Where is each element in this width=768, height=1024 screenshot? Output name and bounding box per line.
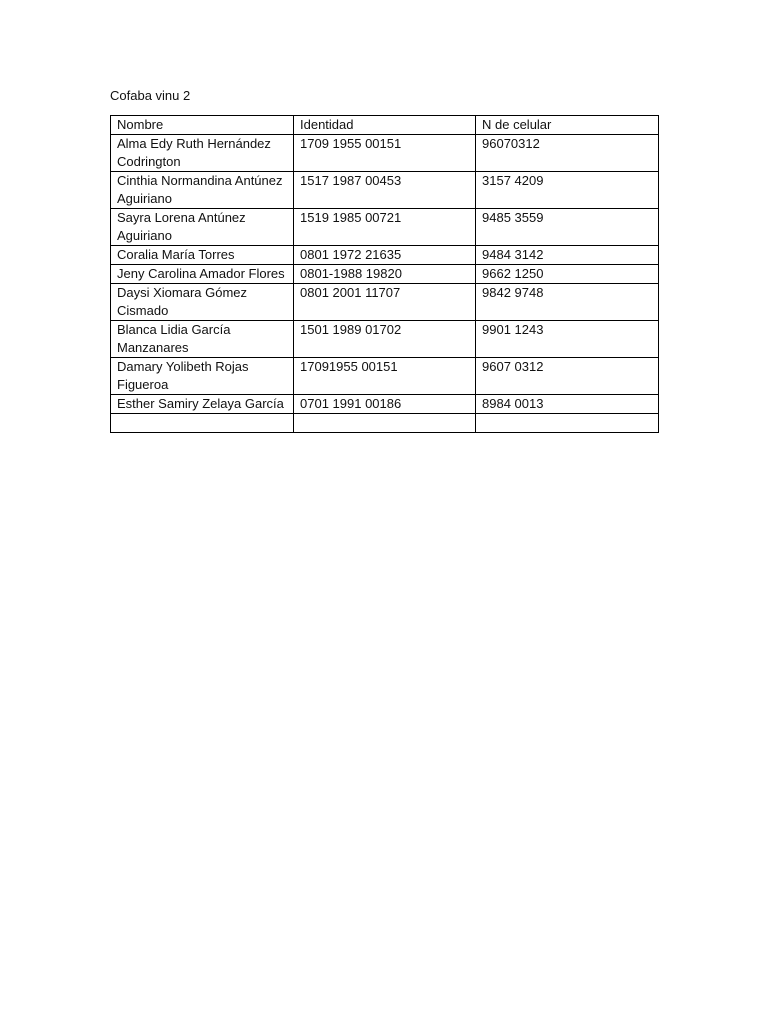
cell-identidad: 1709 1955 00151 <box>294 135 476 172</box>
table-row <box>111 209 659 246</box>
cell-identidad <box>294 414 476 433</box>
cell-identidad: 1519 1985 00721 <box>294 209 476 246</box>
cell-celular: 9662 1250 <box>476 265 659 284</box>
cell-nombre: Coralia María Torres <box>111 246 294 265</box>
cell-nombre: Cinthia Normandina Antúnez Aguiriano <box>111 172 294 209</box>
empty-table-row <box>111 414 659 433</box>
cell-celular: 9607 0312 <box>476 358 659 395</box>
cell-identidad: 0801 2001 11707 <box>294 284 476 321</box>
header-celular: N de celular <box>476 116 659 135</box>
cell-nombre: Esther Samiry Zelaya García <box>111 395 294 414</box>
table-row <box>111 358 659 395</box>
cell-celular: 9484 3142 <box>476 246 659 265</box>
cell-nombre: Daysi Xiomara Gómez Cismado <box>111 284 294 321</box>
cell-celular: 3157 4209 <box>476 172 659 209</box>
cell-nombre: Alma Edy Ruth Hernández Codrington <box>111 135 294 172</box>
cell-nombre: Sayra Lorena Antúnez Aguiriano <box>111 209 294 246</box>
document-title: Cofaba vinu 2 <box>110 88 191 103</box>
table-row <box>111 265 659 284</box>
cell-nombre <box>111 414 294 433</box>
cell-identidad: 17091955 00151 <box>294 358 476 395</box>
cell-nombre: Jeny Carolina Amador Flores <box>111 265 294 284</box>
cell-celular: 8984 0013 <box>476 395 659 414</box>
cell-celular: 9842 9748 <box>476 284 659 321</box>
table-row <box>111 246 659 265</box>
table-row <box>111 321 659 358</box>
cell-identidad: 1501 1989 01702 <box>294 321 476 358</box>
cell-celular: 96070312 <box>476 135 659 172</box>
cell-identidad: 0801 1972 21635 <box>294 246 476 265</box>
header-nombre: Nombre <box>111 116 294 135</box>
table-row <box>111 172 659 209</box>
table-row <box>111 395 659 414</box>
table-row <box>111 135 659 172</box>
cell-nombre: Blanca Lidia García Manzanares <box>111 321 294 358</box>
header-identidad: Identidad <box>294 116 476 135</box>
cell-celular: 9485 3559 <box>476 209 659 246</box>
cell-identidad: 0801-1988 19820 <box>294 265 476 284</box>
table-row <box>111 284 659 321</box>
contact-table <box>110 115 659 433</box>
table-header-row <box>111 116 659 135</box>
cell-identidad: 0701 1991 00186 <box>294 395 476 414</box>
cell-nombre: Damary Yolibeth Rojas Figueroa <box>111 358 294 395</box>
cell-celular <box>476 414 659 433</box>
cell-identidad: 1517 1987 00453 <box>294 172 476 209</box>
cell-celular: 9901 1243 <box>476 321 659 358</box>
